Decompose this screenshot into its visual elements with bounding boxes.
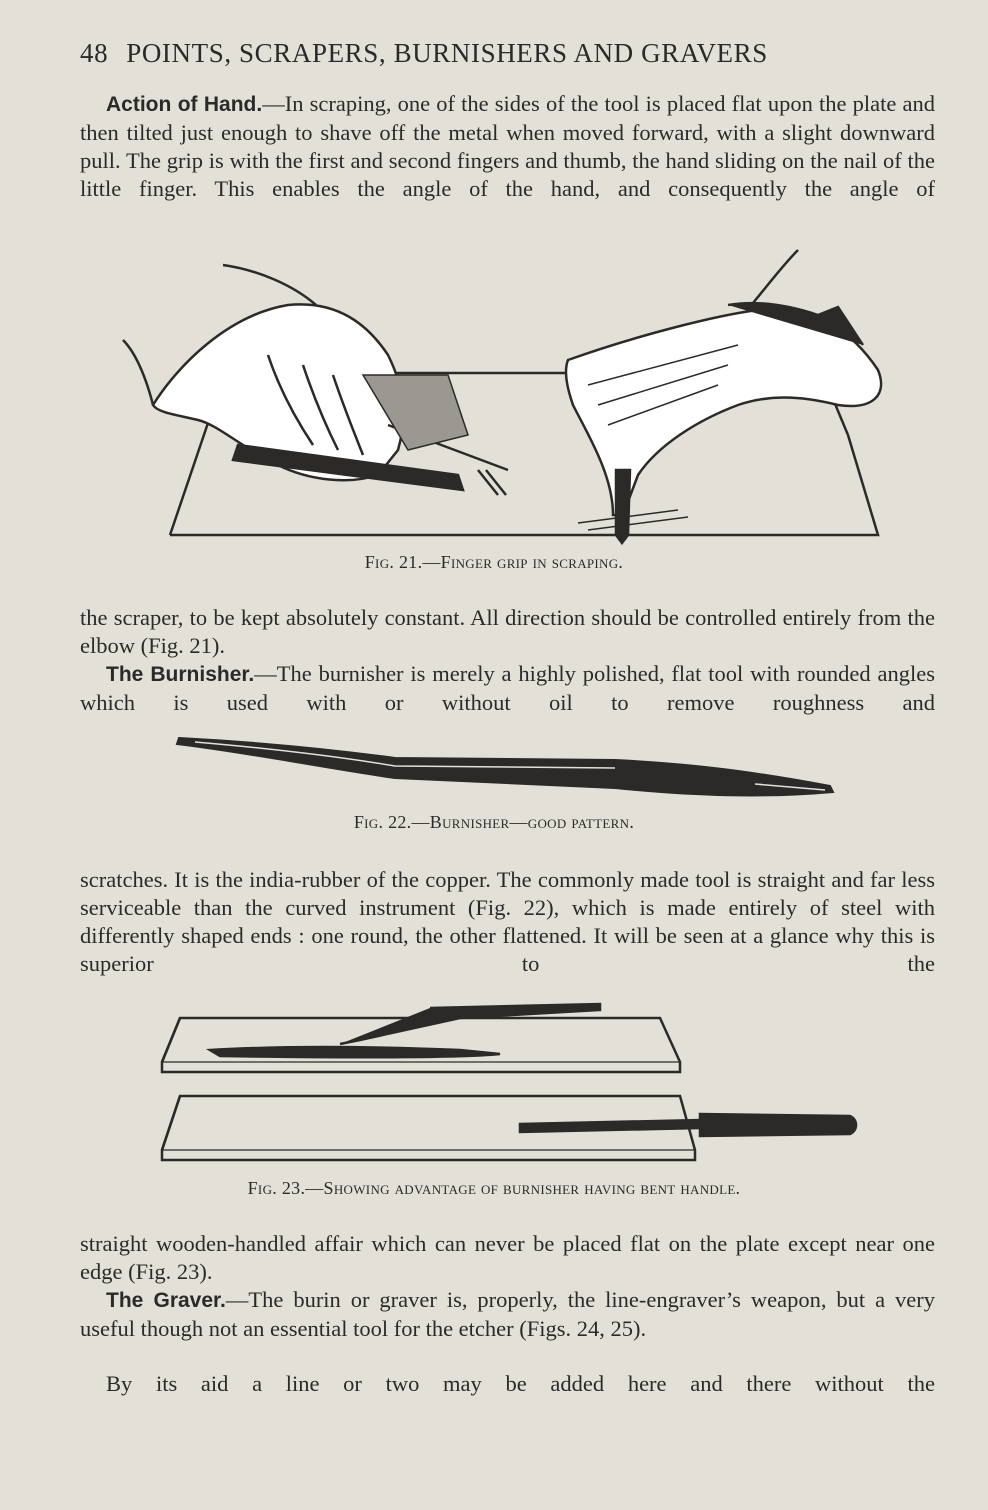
burnisher-drawing xyxy=(175,728,840,806)
paragraph-text: —The burnisher is merely a highly polished, flat tool with rounded angles which is used with or without oil to remove roughness and xyxy=(80,661,935,715)
paragraph-text: scratches. It is the india-rubber of the copper. The commonly made tool is straight and far less serviceable than the curved instrument (Fig. 22), which is made entirely of steel with differently shaped ends : one round, the other flattened. It will be seen at a glance why this is superior to the xyxy=(80,867,935,976)
paragraph-wooden-handled xyxy=(80,1230,935,1286)
paragraph-action-of-hand xyxy=(80,90,935,203)
figure-21-illustration xyxy=(118,245,888,545)
figure-22-caption: Fig. 22.—Burnisher—good pattern. xyxy=(353,812,635,832)
paragraph-text: —In scraping, one of the sides of the tool is placed flat upon the plate and then tilted just enough to shave off the metal when moved forward, with a slight downward pull. The grip is with the first and second fingers and thumb, the hand sliding on the nail of the little finger. This enables the angle of the hand, and consequently the angle of xyxy=(80,91,935,201)
paragraph-the-burnisher xyxy=(80,660,935,717)
paragraph-lead: The Burnisher. xyxy=(106,663,255,686)
running-title: POINTS, SCRAPERS, BURNISHERS AND GRAVERS xyxy=(126,38,768,68)
paragraph-the-graver xyxy=(80,1286,935,1343)
figure-23-caption: Fig. 23.—Showing advantage of burnisher having bent handle. xyxy=(247,1178,741,1198)
paragraph-scraper-direction xyxy=(80,604,935,660)
paragraph-lead: The Graver. xyxy=(106,1289,226,1312)
paragraph-text: —The burin or graver is, properly, the line-engraver’s weapon, but a very useful though not an essential tool for the etcher (Figs. 24, 25). xyxy=(80,1287,936,1341)
figure-22-illustration xyxy=(175,728,840,806)
page-number: 48 xyxy=(80,38,109,68)
finger-grip-drawing xyxy=(118,245,888,545)
paragraph-text: straight wooden-handled affair which can never be placed flat on the plate except near one edge (Fig. 23). xyxy=(80,1231,935,1284)
paragraph-by-its-aid xyxy=(80,1370,935,1398)
paragraph-india-rubber xyxy=(80,866,935,978)
paragraph-text: the scraper, to be kept absolutely constant. All direction should be controlled entirely from the elbow (Fig. 21). xyxy=(80,605,935,658)
paragraph-lead: Action of Hand. xyxy=(106,93,263,116)
bent-handle-burnisher-drawing xyxy=(160,1000,860,1168)
paragraph-text: By its aid a line or two may be added here and there without the xyxy=(106,1371,935,1396)
figure-23-illustration xyxy=(160,1000,860,1168)
running-header xyxy=(80,38,890,69)
figure-21-caption: Fig. 21.—Finger grip in scraping. xyxy=(364,552,624,572)
